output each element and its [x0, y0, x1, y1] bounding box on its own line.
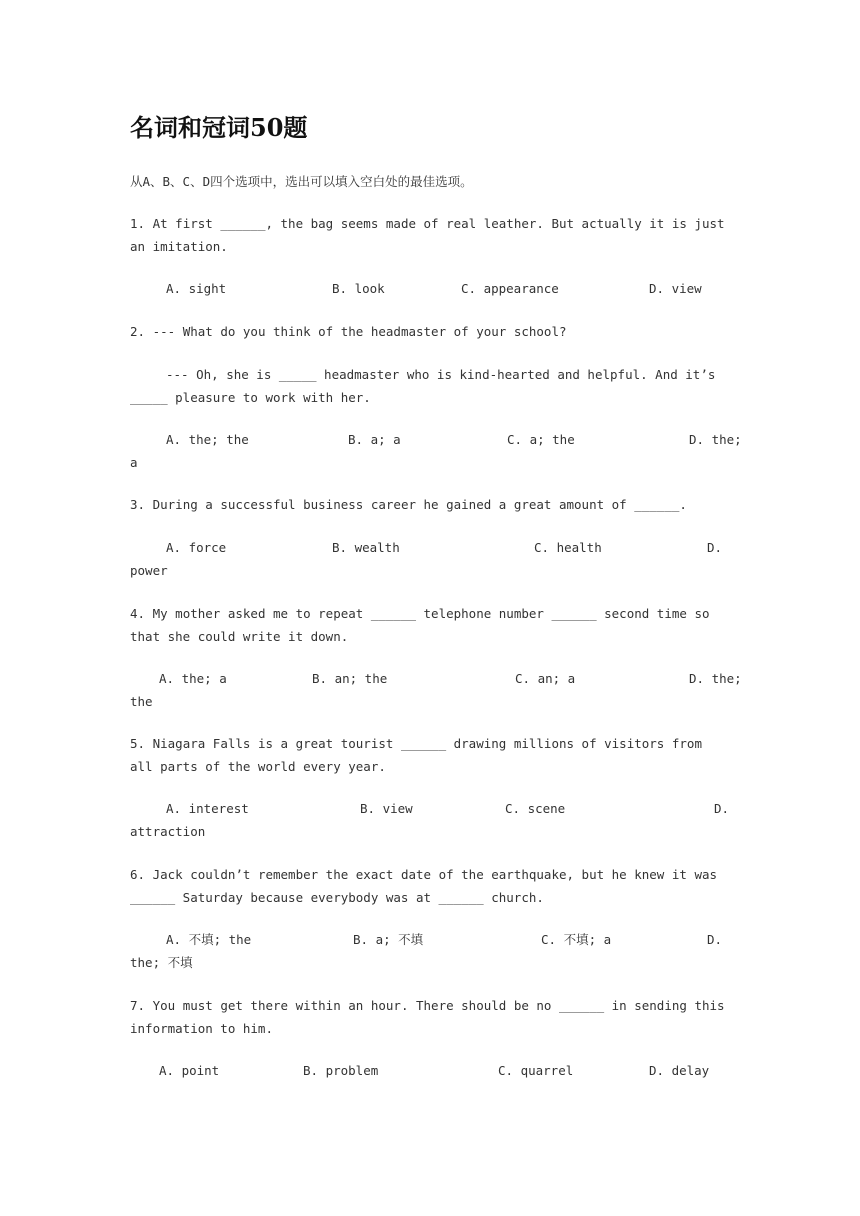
question-stem: My mother asked me to repeat ______ telephone number ______ second time so that she could write it down. — [130, 606, 710, 644]
question-2-dialog: --- Oh, she is _____ headmaster who is kind-hearted and helpful. And it’s _____ pleasure to work with her. — [130, 367, 716, 405]
options-4 — [130, 668, 742, 691]
option-a[interactable]: A. the; the — [166, 432, 249, 447]
option-c[interactable]: C. an; a — [515, 671, 576, 686]
options-2 — [130, 429, 742, 452]
question-stem: --- What do you think of the headmaster of your school? — [152, 324, 567, 339]
option-d-wrap: a — [130, 455, 138, 470]
question-7 — [130, 995, 732, 1040]
option-d-wrap: the — [130, 694, 153, 709]
options-7 — [130, 1060, 732, 1083]
options-6 — [130, 929, 732, 952]
option-d[interactable]: D. the; — [689, 432, 742, 447]
question-stem: At first ______, the bag seems made of real leather. But actually it is just an imitation. — [130, 216, 725, 254]
option-d[interactable]: D. — [714, 801, 730, 816]
option-d-wrap: power — [130, 563, 168, 578]
question-stem: You must get there within an hour. There should be no ______ in sending this information to him. — [130, 998, 725, 1036]
page-title: 名词和冠词50题 — [130, 113, 308, 142]
option-c[interactable]: C. health — [534, 540, 602, 555]
option-b[interactable]: B. look — [332, 281, 385, 296]
question-number: 4. — [130, 606, 146, 621]
option-c[interactable]: C. appearance — [461, 281, 559, 296]
option-d[interactable]: D. — [707, 932, 723, 947]
option-b[interactable]: B. a; a — [348, 432, 401, 447]
option-a[interactable]: A. point — [159, 1063, 220, 1078]
options-3 — [130, 537, 732, 560]
question-number: 1. — [130, 216, 146, 231]
question-stem: Jack couldn’t remember the exact date of the earthquake, but he knew it was ______ Saturday because everybody was at ______ church. — [130, 867, 718, 905]
option-c[interactable]: C. 不填; a — [541, 932, 612, 947]
option-d-wrap: attraction — [130, 824, 206, 839]
question-number: 2. — [130, 324, 146, 339]
question-number: 3. — [130, 497, 146, 512]
option-d[interactable]: D. the; — [689, 671, 742, 686]
question-stem: During a successful business career he gained a great amount of ______. — [152, 497, 687, 512]
question-2 — [130, 321, 732, 344]
options-1 — [130, 278, 732, 301]
question-number: 7. — [130, 998, 146, 1013]
option-d[interactable]: D. delay — [649, 1063, 710, 1078]
question-6 — [130, 864, 732, 909]
option-b[interactable]: B. a; 不填 — [353, 932, 424, 947]
option-a[interactable]: A. interest — [166, 801, 249, 816]
option-b[interactable]: B. view — [360, 801, 413, 816]
question-5 — [130, 733, 732, 778]
option-c[interactable]: C. quarrel — [498, 1063, 574, 1078]
question-number: 6. — [130, 867, 146, 882]
option-d[interactable]: D. — [707, 540, 723, 555]
option-d[interactable]: D. view — [649, 281, 702, 296]
question-stem: Niagara Falls is a great tourist ______ drawing millions of visitors from all parts of the world every year. — [130, 736, 702, 774]
option-b[interactable]: B. an; the — [312, 671, 388, 686]
option-d-wrap: the; 不填 — [130, 955, 193, 970]
option-c[interactable]: C. scene — [505, 801, 566, 816]
question-number: 5. — [130, 736, 146, 751]
option-a[interactable]: A. sight — [166, 281, 227, 296]
instructions: 从A、B、C、D四个选项中，选出可以填入空白处的最佳选项。 — [130, 174, 473, 189]
option-b[interactable]: B. problem — [303, 1063, 379, 1078]
option-b[interactable]: B. wealth — [332, 540, 400, 555]
option-a[interactable]: A. the; a — [159, 671, 227, 686]
option-a[interactable]: A. 不填; the — [166, 932, 252, 947]
question-4 — [130, 603, 732, 648]
question-1 — [130, 213, 732, 258]
option-c[interactable]: C. a; the — [507, 432, 575, 447]
question-3 — [130, 494, 732, 517]
option-a[interactable]: A. force — [166, 540, 227, 555]
options-5 — [130, 798, 732, 821]
